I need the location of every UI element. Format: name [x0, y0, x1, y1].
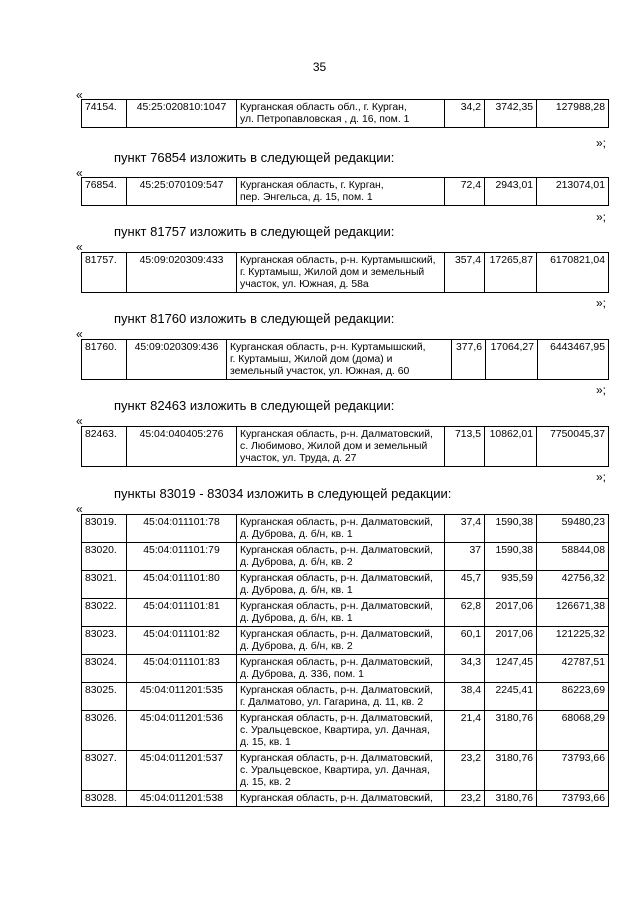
address-line: Курганская область, р-н. Далматовский,: [240, 429, 433, 440]
row-number: 83024.: [82, 655, 127, 683]
price-per-unit: 3180,76: [485, 751, 537, 791]
price-per-unit: 3742,35: [485, 100, 537, 128]
price-per-unit: 2017,06: [485, 627, 537, 655]
address-line: земельный участок, ул. Южная, д. 60: [230, 366, 410, 377]
area: 62,8: [445, 599, 485, 627]
row-number: 83027.: [82, 751, 127, 791]
row-number: 83020.: [82, 543, 127, 571]
property-table: [81, 99, 609, 128]
price-per-unit: 17064,27: [486, 340, 538, 380]
address-line: д. Дуброва, д. б/н, кв. 2: [240, 557, 353, 568]
cadastral-number: 45:04:011101:78: [127, 515, 237, 543]
cadastral-number: 45:04:011201:536: [127, 711, 237, 751]
area: 21,4: [445, 711, 485, 751]
address-line: Курганская область, р-н. Далматовский,: [240, 713, 433, 724]
address: [237, 178, 445, 206]
address-line: г. Куртамыш, Жилой дом и земельный: [240, 267, 425, 278]
address-line: Курганская область, р-н. Далматовский,: [240, 657, 433, 668]
cadastral-number: 45:04:011201:537: [127, 751, 237, 791]
table-row: [82, 571, 609, 599]
total-value: 7750045,37: [537, 427, 609, 467]
price-per-unit: 3180,76: [485, 711, 537, 751]
row-number: 83026.: [82, 711, 127, 751]
section-heading: пункт 81760 изложить в следующей редакции:: [114, 311, 395, 326]
address-line: Курганская область, р-н. Далматовский,: [240, 685, 433, 696]
address-line: Курганская область, р-н. Далматовский,: [240, 753, 433, 764]
total-value: 121225,32: [537, 627, 609, 655]
price-per-unit: 935,59: [485, 571, 537, 599]
address: [237, 543, 445, 571]
table-body: [82, 100, 609, 128]
address-line: д. Дуброва, д. 336, пом. 1: [240, 669, 364, 680]
address-line: Курганская область, р-н. Далматовский,: [240, 517, 433, 528]
price-per-unit: 2017,06: [485, 599, 537, 627]
price-per-unit: 17265,87: [485, 253, 537, 293]
cadastral-number: 45:04:011101:79: [127, 543, 237, 571]
quote-open: «: [76, 88, 83, 102]
address-line: д. 15, кв. 1: [240, 737, 291, 748]
address-line: пер. Энгельса, д. 15, пом. 1: [240, 192, 373, 203]
address: [237, 627, 445, 655]
area: 357,4: [445, 253, 485, 293]
cadastral-number: 45:25:020810:1047: [127, 100, 237, 128]
property-table: [81, 426, 609, 467]
row-number: 83021.: [82, 571, 127, 599]
quote-close: »;: [595, 470, 606, 484]
table-body: [82, 340, 609, 380]
cadastral-number: 45:04:011101:82: [127, 627, 237, 655]
address-line: д. Дуброва, д. б/н, кв. 2: [240, 641, 353, 652]
row-number: 83023.: [82, 627, 127, 655]
row-number: 82463.: [82, 427, 127, 467]
table-row: [82, 655, 609, 683]
address-line: д. Дуброва, д. б/н, кв. 1: [240, 585, 353, 596]
address: [237, 571, 445, 599]
price-per-unit: 10862,01: [485, 427, 537, 467]
total-value: 127988,28: [537, 100, 609, 128]
row-number: 81760.: [82, 340, 127, 380]
area: 23,2: [445, 751, 485, 791]
address: [237, 683, 445, 711]
total-value: 126671,38: [537, 599, 609, 627]
area: 38,4: [445, 683, 485, 711]
address-line: с. Уральцевское, Квартира, ул. Дачная,: [240, 765, 430, 776]
address: [237, 427, 445, 467]
total-value: 42787,51: [537, 655, 609, 683]
address-line: г. Куртамыш, Жилой дом (дома) и: [230, 354, 393, 365]
address-line: Курганская область, р-н. Далматовский,: [240, 545, 433, 556]
row-number: 74154.: [82, 100, 127, 128]
area: 60,1: [445, 627, 485, 655]
address-line: участок, ул. Южная, д. 58а: [240, 279, 369, 290]
quote-open: «: [76, 414, 83, 428]
price-per-unit: 1590,38: [485, 543, 537, 571]
total-value: 59480,23: [537, 515, 609, 543]
area: 377,6: [452, 340, 486, 380]
total-value: 6443467,95: [538, 340, 609, 380]
address-line: Курганская область, р-н. Далматовский,: [240, 793, 433, 804]
table-row: [82, 427, 609, 467]
table-body: [82, 427, 609, 467]
total-value: 6170821,04: [537, 253, 609, 293]
address-line: Курганская область обл., г. Курган,: [240, 102, 407, 113]
total-value: 58844,08: [537, 543, 609, 571]
address-line: Курганская область, р-н. Далматовский,: [240, 601, 433, 612]
table-row: [82, 751, 609, 791]
cadastral-number: 45:25:070109:547: [127, 178, 237, 206]
cadastral-number: 45:04:011101:83: [127, 655, 237, 683]
quote-close: »;: [595, 210, 606, 224]
address-line: с. Уральцевское, Квартира, ул. Дачная,: [240, 725, 430, 736]
quote-close: »;: [595, 383, 606, 397]
quote-open: «: [76, 327, 83, 341]
property-table: [81, 514, 609, 807]
row-number: 83025.: [82, 683, 127, 711]
cadastral-number: 45:09:020309:436: [127, 340, 227, 380]
cadastral-number: 45:04:011201:535: [127, 683, 237, 711]
cadastral-number: 45:04:040405:276: [127, 427, 237, 467]
area: 37,4: [445, 515, 485, 543]
address: [237, 253, 445, 293]
total-value: 86223,69: [537, 683, 609, 711]
address-line: г. Далматово, ул. Гагарина, д. 11, кв. 2: [240, 697, 424, 708]
address-line: Курганская область, р-н. Далматовский,: [240, 573, 433, 584]
row-number: 81757.: [82, 253, 127, 293]
table-row: [82, 100, 609, 128]
address: [227, 340, 452, 380]
table-row: [82, 683, 609, 711]
quote-close: »;: [595, 296, 606, 310]
address: [237, 791, 445, 807]
cadastral-number: 45:04:011101:80: [127, 571, 237, 599]
area: 72,4: [445, 178, 485, 206]
price-per-unit: 1247,45: [485, 655, 537, 683]
table-body: [82, 515, 609, 807]
total-value: 42756,32: [537, 571, 609, 599]
table-row: [82, 711, 609, 751]
section-heading: пункт 81757 изложить в следующей редакции:: [114, 224, 395, 239]
total-value: 73793,66: [537, 791, 609, 807]
total-value: 213074,01: [537, 178, 609, 206]
row-number: 76854.: [82, 178, 127, 206]
table-body: [82, 253, 609, 293]
address-line: д. Дуброва, д. б/н, кв. 1: [240, 613, 353, 624]
section-heading: пункт 82463 изложить в следующей редакции:: [114, 398, 395, 413]
table-body: [82, 178, 609, 206]
address: [237, 599, 445, 627]
table-row: [82, 253, 609, 293]
property-table: [81, 252, 609, 293]
price-per-unit: 3180,76: [485, 791, 537, 807]
row-number: 83022.: [82, 599, 127, 627]
address: [237, 515, 445, 543]
address: [237, 751, 445, 791]
area: 34,3: [445, 655, 485, 683]
address-line: д. 15, кв. 2: [240, 777, 291, 788]
price-per-unit: 2245,41: [485, 683, 537, 711]
table-row: [82, 791, 609, 807]
address-line: Курганская область, р-н. Куртамышский,: [230, 342, 426, 353]
quote-open: «: [76, 240, 83, 254]
address-line: Курганская область, г. Курган,: [240, 180, 384, 191]
cadastral-number: 45:04:011101:81: [127, 599, 237, 627]
address-line: участок, ул. Труда, д. 27: [240, 453, 357, 464]
table-row: [82, 543, 609, 571]
quote-close: »;: [595, 136, 606, 150]
price-per-unit: 1590,38: [485, 515, 537, 543]
table-row: [82, 515, 609, 543]
cadastral-number: 45:09:020309:433: [127, 253, 237, 293]
area: 37: [445, 543, 485, 571]
quote-open: «: [76, 502, 83, 516]
price-per-unit: 2943,01: [485, 178, 537, 206]
page-number: 35: [312, 60, 327, 74]
total-value: 68068,29: [537, 711, 609, 751]
address: [237, 100, 445, 128]
section-heading: пункты 83019 - 83034 изложить в следующей редакции:: [114, 486, 452, 501]
quote-open: «: [76, 166, 83, 180]
property-table: [81, 339, 609, 380]
area: 713,5: [445, 427, 485, 467]
total-value: 73793,66: [537, 751, 609, 791]
row-number: 83019.: [82, 515, 127, 543]
table-row: [82, 340, 609, 380]
area: 23,2: [445, 791, 485, 807]
table-row: [82, 627, 609, 655]
address-line: с. Любимово, Жилой дом и земельный: [240, 441, 428, 452]
address-line: Курганская область, р-н. Далматовский,: [240, 629, 433, 640]
property-table: [81, 177, 609, 206]
address: [237, 655, 445, 683]
row-number: 83028.: [82, 791, 127, 807]
cadastral-number: 45:04:011201:538: [127, 791, 237, 807]
area: 45,7: [445, 571, 485, 599]
address-line: Курганская область, р-н. Куртамышский,: [240, 255, 436, 266]
address: [237, 711, 445, 751]
table-row: [82, 599, 609, 627]
table-row: [82, 178, 609, 206]
section-heading: пункт 76854 изложить в следующей редакции:: [114, 150, 395, 165]
address-line: ул. Петропавловская , д. 16, пом. 1: [240, 114, 410, 125]
area: 34,2: [445, 100, 485, 128]
address-line: д. Дуброва, д. б/н, кв. 1: [240, 529, 353, 540]
